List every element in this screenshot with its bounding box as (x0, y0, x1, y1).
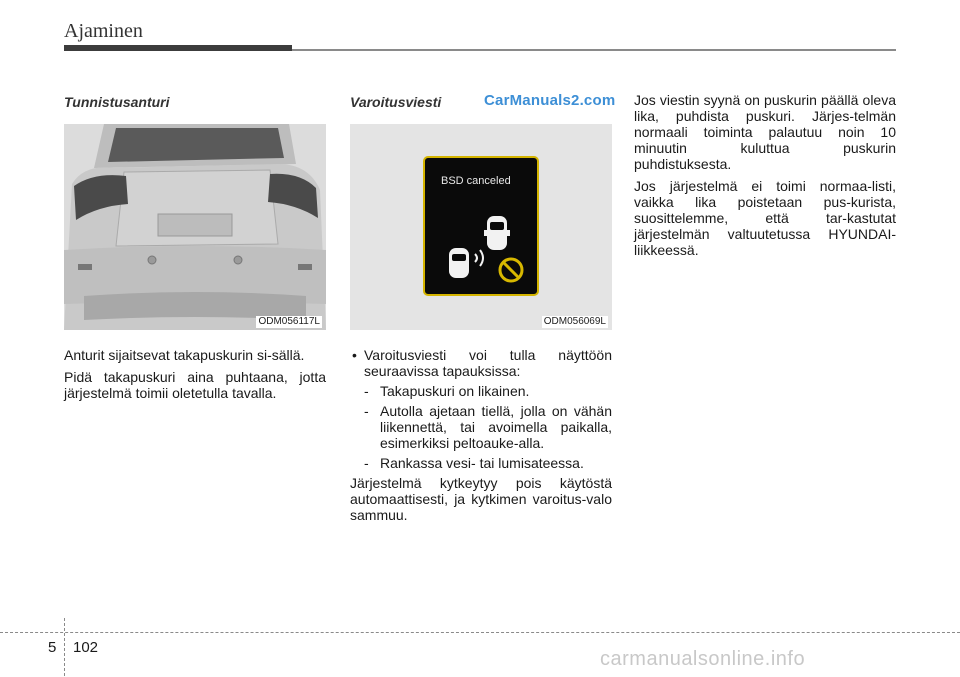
column-warning-message (350, 92, 612, 529)
cluster-display (423, 156, 539, 296)
bullet-mark: • (352, 347, 357, 363)
site-watermark: carmanualsonline.info (600, 648, 806, 670)
footer-divider (64, 618, 65, 676)
display-message: BSD canceled (441, 175, 511, 187)
section-heading-sensor: Tunnistusanturi (64, 94, 170, 110)
chapter-title: Ajaminen (64, 20, 143, 42)
sub-item (350, 455, 612, 471)
sub-item (350, 403, 612, 451)
paragraph-auto-disable: Järjestelmä kytkeytyy pois käytöstä automaattisesti, ja kytkimen varoitus-valo sammuu. (350, 475, 612, 523)
page-number: 102 (73, 639, 99, 656)
header-rule-light (292, 49, 896, 51)
paragraph-keep-clean: Pidä takapuskuri aina puhtaana, jotta järjestelmä toimii oletetulla tavalla. (64, 369, 326, 401)
sub-item-text: Autolla ajetaan tiellä, jolla on vähän liikennettä, tai avoimella paikalla, esimerkiksi peltoauke-alla. (380, 403, 612, 451)
paragraph-sensor-location: Anturit sijaitsevat takapuskurin si-sällä. (64, 347, 305, 363)
chapter-number: 5 (48, 639, 57, 656)
column-remedy (634, 92, 896, 264)
figure-code: ODM056069L (543, 316, 606, 327)
paragraph-clean-bumper: Jos viestin syynä on puskurin päällä oleva lika, puhdista puskuri. Järjes-telmän normaali toiminta palautuu noin 10 minuutin kuluttua puskurin puhdistuksesta. (634, 92, 896, 172)
figure-rear-bumper (64, 124, 326, 330)
watermark-text: CarManuals2.com (484, 92, 616, 109)
dash-mark: - (364, 403, 369, 419)
dash-mark: - (364, 455, 369, 471)
car-rear-illustration (64, 124, 326, 330)
sub-item-text: Takapuskuri on likainen. (380, 383, 530, 399)
bullet-text: Varoitusviesti voi tulla näyttöön seuraavissa tapauksissa: (364, 347, 612, 379)
bullet-item (350, 347, 612, 379)
sub-item (350, 383, 612, 399)
sub-item-text: Rankassa vesi- tai lumisateessa. (380, 455, 584, 471)
header-rule-dark (64, 45, 292, 51)
bsd-cars-icon (425, 158, 537, 294)
figure-code: ODM056117L (258, 316, 320, 327)
footer-rule (0, 632, 960, 633)
dash-mark: - (364, 383, 369, 399)
column-sensor (64, 92, 326, 407)
figure-bsd-canceled (350, 124, 612, 330)
section-heading-warning: Varoitusviesti (350, 94, 442, 110)
paragraph-dealer-check: Jos järjestelmä ei toimi normaa-listi, vaikka lika poistetaan pus-kurista, suosittelemme, että tar-kastutat järjestelmän valtuutetussa HYUNDAI-liikkeessä. (634, 178, 896, 258)
